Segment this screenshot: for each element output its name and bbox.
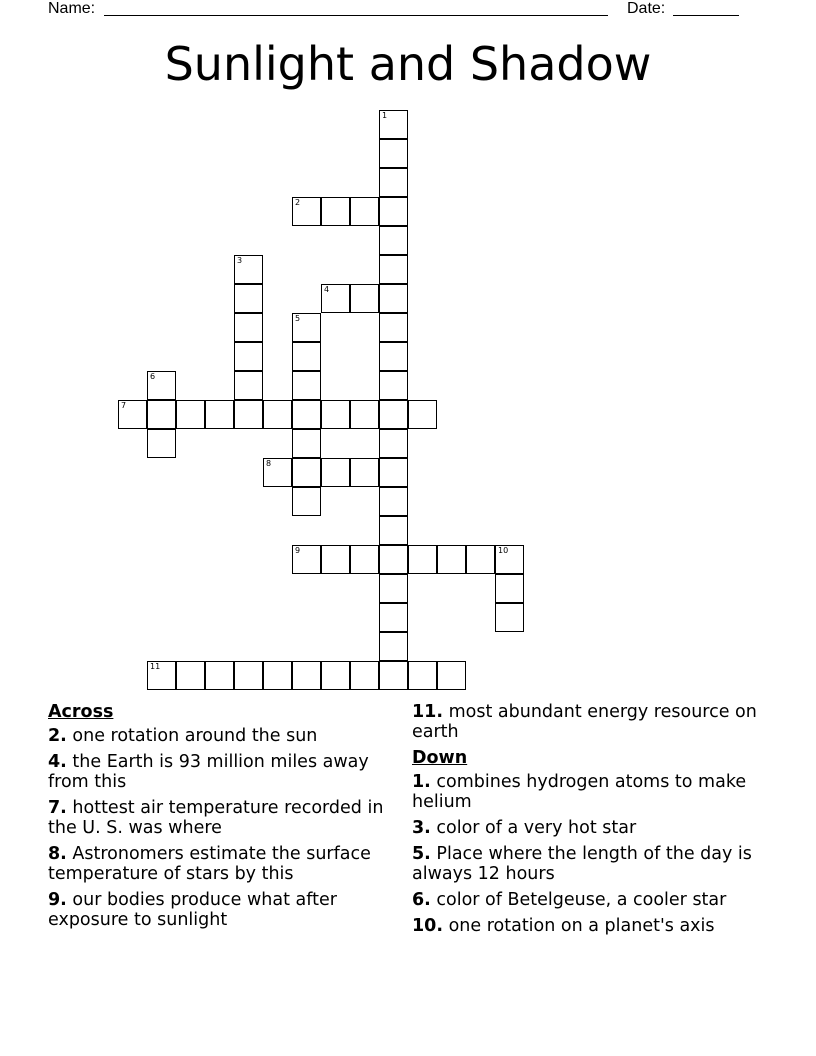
crossword-cell[interactable] [379,226,408,255]
crossword-cell[interactable] [437,545,466,574]
clue-across: 9. our bodies produce what after exposure to sunlight [48,890,337,930]
crossword-cell[interactable] [263,661,292,690]
crossword-cell[interactable] [292,661,321,690]
crossword-cell[interactable] [379,371,408,400]
clue-down: 5. Place where the length of the day is always 12 hours [412,844,752,884]
clues-right-column [412,702,767,942]
crossword-cell[interactable] [437,661,466,690]
clue-across: 7. hottest air temperature recorded in the U. S. was where [48,798,384,838]
crossword-cell[interactable] [292,429,321,458]
cell-number: 5 [295,314,301,323]
crossword-cell[interactable] [379,429,408,458]
cell-number: 11 [150,662,161,671]
crossword-cell[interactable] [379,661,408,690]
cell-number: 8 [266,459,272,468]
crossword-cell[interactable] [147,400,176,429]
crossword-cell[interactable] [263,400,292,429]
crossword-cell[interactable] [147,429,176,458]
crossword-cell[interactable] [292,487,321,516]
crossword-cell[interactable] [234,313,263,342]
crossword-cell[interactable] [147,661,176,690]
crossword-cell[interactable] [466,545,495,574]
crossword-cell[interactable] [495,574,524,603]
crossword-cell[interactable] [205,400,234,429]
name-label: Name: [48,0,96,17]
clue-across: 8. Astronomers estimate the surface temperature of stars by this [48,844,371,884]
clue-down: 10. one rotation on a planet's axis [412,916,715,936]
date-label: Date: [627,0,666,17]
crossword-cell[interactable] [234,255,263,284]
down-heading: Down [412,748,468,768]
crossword-cell[interactable] [263,458,292,487]
crossword-cell[interactable] [408,661,437,690]
cell-number: 4 [324,285,330,294]
crossword-cell[interactable] [379,458,408,487]
cell-number: 10 [498,546,509,555]
crossword-cell[interactable] [495,603,524,632]
cell-number: 6 [150,372,156,381]
cell-number: 7 [121,401,127,410]
crossword-cell[interactable] [321,284,350,313]
crossword-cell[interactable] [118,400,147,429]
crossword-cell[interactable] [321,545,350,574]
crossword-cell[interactable] [292,371,321,400]
crossword-cell[interactable] [379,342,408,371]
clues-left-column [48,702,393,936]
crossword-cell[interactable] [321,197,350,226]
cell-number: 2 [295,198,301,207]
crossword-cell[interactable] [234,661,263,690]
crossword-cell[interactable] [379,110,408,139]
crossword-cell[interactable] [379,255,408,284]
crossword-cell[interactable] [292,545,321,574]
crossword-cell[interactable] [379,197,408,226]
crossword-cell[interactable] [379,487,408,516]
crossword-cell[interactable] [408,400,437,429]
crossword-cell[interactable] [350,458,379,487]
crossword-cell[interactable] [292,342,321,371]
crossword-cell[interactable] [379,284,408,313]
crossword-cell[interactable] [176,661,205,690]
page-title: Sunlight and Shadow [164,37,652,91]
crossword-cell[interactable] [234,342,263,371]
clue-across: 2. one rotation around the sun [48,726,318,746]
crossword-cell[interactable] [379,313,408,342]
crossword-cell[interactable] [350,197,379,226]
crossword-cell[interactable] [379,545,408,574]
crossword-cell[interactable] [321,458,350,487]
crossword-cell[interactable] [292,313,321,342]
crossword-cell[interactable] [147,371,176,400]
cell-number: 3 [237,256,243,265]
crossword-cell[interactable] [292,458,321,487]
crossword-cell[interactable] [408,545,437,574]
crossword-cell[interactable] [495,545,524,574]
across-heading: Across [48,702,114,722]
crossword-cell[interactable] [234,371,263,400]
crossword-cell[interactable] [379,516,408,545]
crossword-cell[interactable] [350,661,379,690]
clue-down: 3. color of a very hot star [412,818,637,838]
crossword-cell[interactable] [379,139,408,168]
crossword-cell[interactable] [350,284,379,313]
crossword-cell[interactable] [205,661,234,690]
crossword-cell[interactable] [292,400,321,429]
crossword-cell[interactable] [350,400,379,429]
crossword-cell[interactable] [292,197,321,226]
clue-across: 11. most abundant energy resource on earth [412,702,757,742]
crossword-cell[interactable] [379,168,408,197]
crossword-cell[interactable] [379,603,408,632]
clue-down: 1. combines hydrogen atoms to make helium [412,772,747,812]
crossword-cell[interactable] [379,632,408,661]
cell-number: 1 [382,111,388,120]
crossword-cell[interactable] [321,400,350,429]
cell-number: 9 [295,546,301,555]
crossword-cell[interactable] [379,400,408,429]
crossword-cell[interactable] [234,284,263,313]
clue-across: 4. the Earth is 93 million miles away from this [48,752,369,792]
crossword-cell[interactable] [234,400,263,429]
clue-down: 6. color of Betelgeuse, a cooler star [412,890,727,910]
crossword-cell[interactable] [379,574,408,603]
crossword-cell[interactable] [176,400,205,429]
crossword-cell[interactable] [350,545,379,574]
crossword-cell[interactable] [321,661,350,690]
